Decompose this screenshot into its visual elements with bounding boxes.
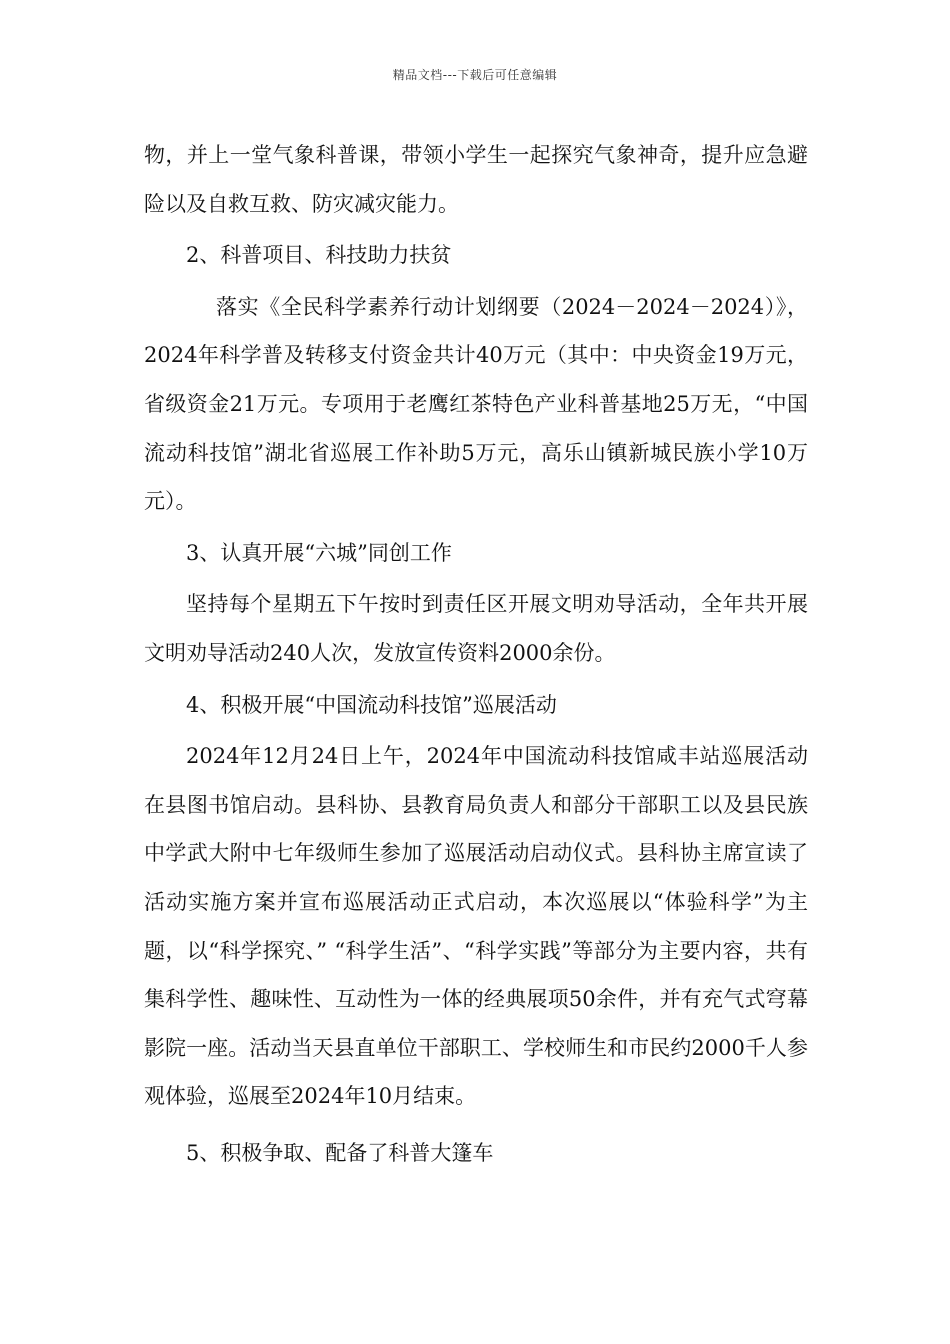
section-heading-2: 2、科普项目、科技助力扶贫 xyxy=(186,243,452,268)
paragraph-exhibition: 2024年12月24日上午，2024年中国流动科技馆咸丰站巡展活动在县图书馆启动。县科协、县教育局负责人和部分干部职工以及县民族中学武大附中七年级师生参加了巡展活动启动仪式。县科协主席宣读了活动实施方案并宣布巡展活动正式启动，本次巡展以“体验科学”为主题，以“科学探究、” “科学生活”、“科学实践”等部分为主要内容，共有集科学性、趣味性、互动性为一体的经典展项50余件，并有充气式穹幕影院一座。活动当天县直单位干部职工、学校师生和市民约2000千人参观体验，巡展至2024年10月结束。 xyxy=(144,744,808,1109)
paragraph-civilization: 坚持每个星期五下午按时到责任区开展文明劝导活动，全年共开展文明劝导活动240人次，发放宣传资料2000余份。 xyxy=(144,592,808,665)
section-heading-4: 4、积极开展“中国流动科技馆”巡展活动 xyxy=(186,692,557,717)
section-heading-3: 3、认真开展“六城”同创工作 xyxy=(186,540,452,565)
paragraph-continuation: 物，并上一堂气象科普课，带领小学生一起探究气象神奇，提升应急避险以及自救互救、防灾减灾能力。 xyxy=(144,143,808,216)
document-body xyxy=(144,131,808,1177)
paragraph-funding: 落实《全民科学素养行动计划纲要（2024－2024－2024）》，2024年科学普及转移支付资金共计40万元（其中：中央资金19万元，省级资金21万元。专项用于老鹰红茶特色产业科普基地25万无，“中国流动科技馆”湖北省巡展工作补助5万元，高乐山镇新城民族小学10万元）。 xyxy=(144,294,808,514)
section-heading-5: 5、积极争取、配备了科普大篷车 xyxy=(186,1140,494,1165)
page-header: 精品文档---下载后可任意编辑 xyxy=(392,68,558,82)
